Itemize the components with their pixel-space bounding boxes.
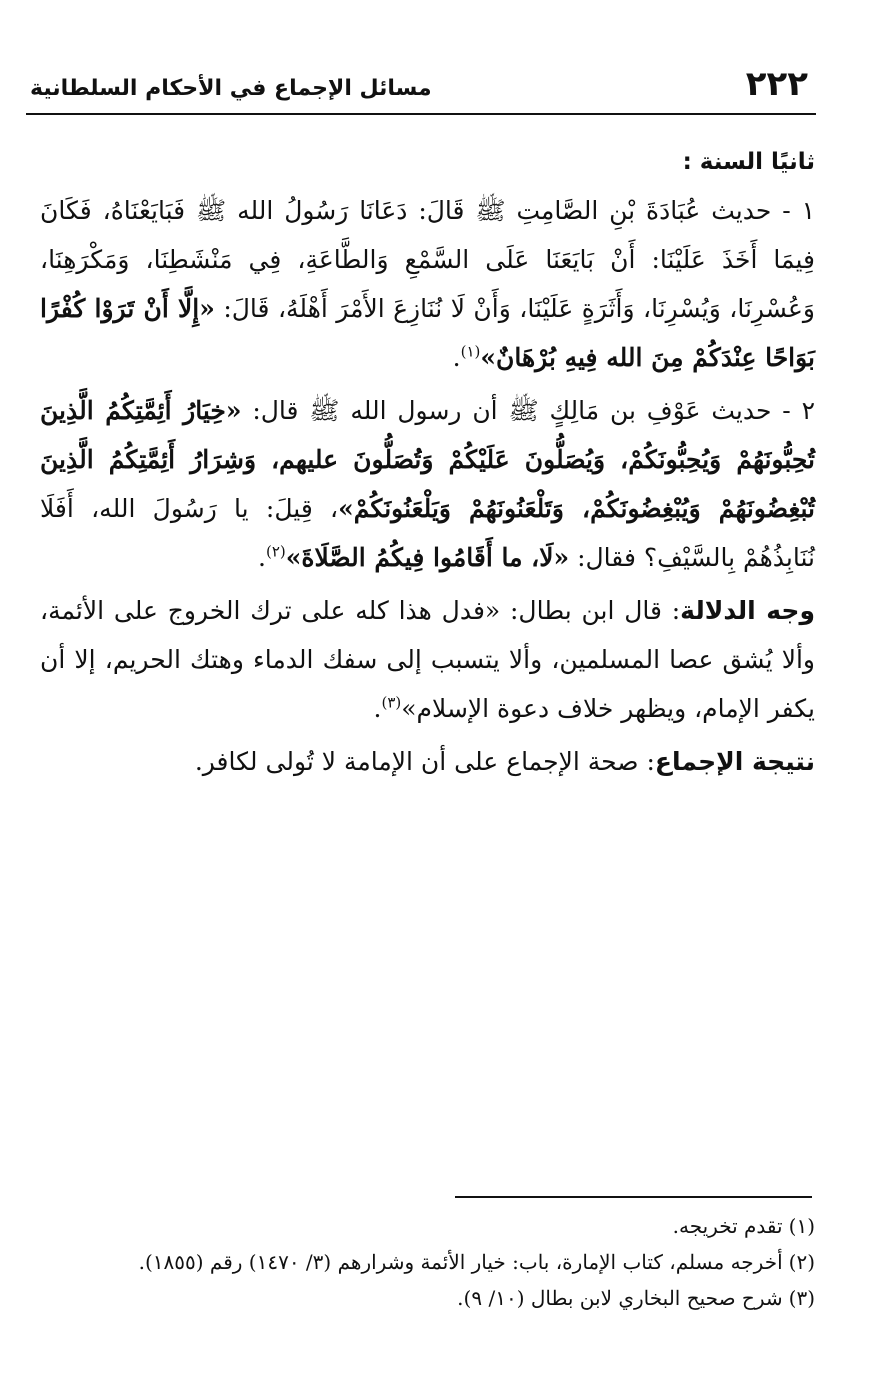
hadith2-intro: ٢ - حديث عَوْفِ بن مَالِكٍ ﷺ أن رسول الله ﷺ قال: bbox=[241, 396, 815, 425]
hadith-paragraph-2 bbox=[40, 386, 815, 582]
footnote-3 bbox=[40, 1280, 815, 1316]
evidence-text: : قال ابن بطال: «فدل هذا كله على ترك الخروج على الأئمة، وألا يُشق عصا المسلمين، وألا يتسبب إلى سفك الدماء وهتك الحريم، إلا أن يكفر الإمام، ويظهر خلاف دعوة الإسلام» bbox=[40, 596, 815, 723]
footnote-ref-2: (٢) bbox=[265, 542, 286, 561]
hadith1-end: . bbox=[452, 343, 461, 372]
footnote-text: شرح صحيح البخاري لابن بطال (١٠/ ٩). bbox=[457, 1286, 783, 1310]
footnote-number: (٣) bbox=[788, 1286, 815, 1310]
result-label: نتيجة الإجماع bbox=[654, 747, 815, 776]
main-text bbox=[40, 140, 815, 790]
page-header bbox=[26, 62, 816, 112]
footnote-ref-3: (٣) bbox=[381, 693, 402, 712]
footnote-text: تقدم تخريجه. bbox=[672, 1214, 783, 1238]
footnote-text: أخرجه مسلم، كتاب الإمارة، باب: خيار الأئمة وشرارهم (٣/ ١٤٧٠) رقم (١٨٥٥). bbox=[138, 1250, 783, 1274]
hadith1-intro: ١ - حديث عُبَادَةَ بْنِ الصَّامِتِ ﷺ قَالَ: دَعَانَا رَسُولُ الله ﷺ فَبَايَعْنَاهُ، فَكَانَ فِيمَا أَخَذَ عَلَيْنَا: أَنْ بَايَعَنَا عَلَى السَّمْعِ وَالطَّاعَةِ، فِي مَنْشَطِنَا، وَمَكْرَهِنَا، وَعُسْرِنَا، وَيُسْرِنَا، وَأَثَرَةٍ عَلَيْنَا، وَأَنْ لَا نُنَازِعَ الأَمْرَ أَهْلَهُ، قَالَ: bbox=[40, 196, 815, 323]
result-text: : صحة الإجماع على أن الإمامة لا تُولى لكافر. bbox=[194, 747, 655, 776]
page-number: ٢٢٢ bbox=[745, 64, 808, 104]
evidence-label: وجه الدلالة bbox=[680, 596, 815, 625]
footnote-2 bbox=[40, 1244, 815, 1280]
footnote-ref-1: (١) bbox=[460, 342, 481, 361]
evidence-end: . bbox=[373, 694, 382, 723]
hadith2-end: . bbox=[258, 543, 266, 572]
footnote-number: (٢) bbox=[788, 1250, 815, 1274]
hadith1-quote: «إِلَّا أَنْ تَرَوْا كُفْرًا بَوَاحًا عِنْدَكُمْ مِنَ الله فِيهِ بُرْهَانٌ» bbox=[40, 294, 815, 372]
header-rule bbox=[26, 113, 816, 115]
hadith-paragraph-1 bbox=[40, 186, 815, 382]
hadith2-quote: «خِيَارُ أَئِمَّتِكُمُ الَّذِينَ تُحِبُّونَهُمْ وَيُحِبُّونَكُمْ، وَيُصَلُّونَ عَلَيْكُمْ وَتُصَلُّونَ عليهم، وَشِرَارُ أَئِمَّتِكُمُ الَّذِينَ تُبْغِضُونَهُمْ وَيُبْغِضُونَكُمْ، وَتَلْعَنُونَهُمْ وَيَلْعَنُونَكُمْ» bbox=[40, 396, 816, 523]
footnotes bbox=[40, 1208, 815, 1316]
footnote-rule bbox=[455, 1196, 812, 1198]
footnote-number: (١) bbox=[788, 1214, 815, 1238]
hadith2-middle: ، قِيلَ: يا رَسُولَ الله، أَفَلَا نُنَابِذُهُمْ بِالسَّيْفِ؟ فقال: bbox=[40, 494, 815, 572]
footnote-1 bbox=[40, 1208, 815, 1244]
running-title: مسائل الإجماع في الأحكام السلطانية bbox=[30, 76, 432, 101]
result-paragraph bbox=[40, 737, 815, 786]
hadith2-answer: «لَا، ما أَقَامُوا فِيكُمُ الصَّلَاةَ» bbox=[285, 543, 570, 572]
evidence-paragraph bbox=[40, 586, 815, 733]
section-heading: ثانيًا السنة : bbox=[682, 149, 815, 175]
